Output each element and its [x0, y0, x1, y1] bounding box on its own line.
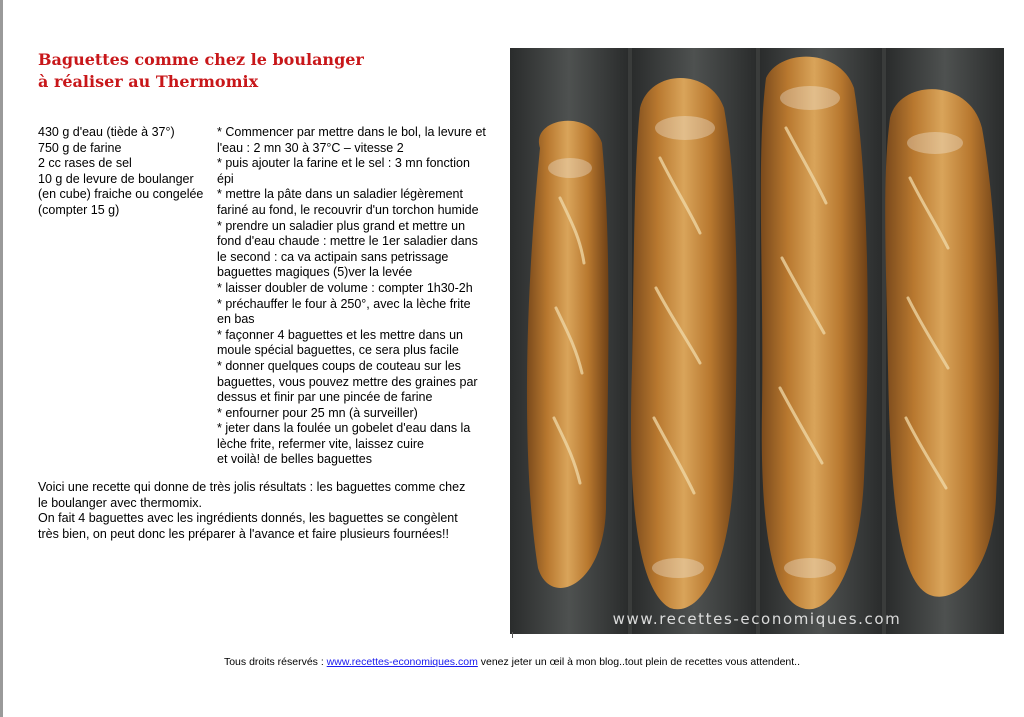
recipe-title — [38, 49, 364, 93]
step-line: baguettes magiques (5)ver la levée — [217, 265, 413, 280]
baguette-3 — [761, 57, 868, 610]
ingredient-line: 10 g de levure de boulanger — [38, 171, 194, 186]
photo-watermark: www.recettes-economiques.com — [612, 610, 902, 628]
footer-suffix: venez jeter un œil à mon blog..tout plein de recettes vous attendent.. — [477, 656, 801, 668]
step-line: fond d'eau chaude : mettre le 1er saladier dans — [217, 234, 478, 249]
step-line: l'eau : 2 mn 30 à 37°C – vitesse 2 — [217, 140, 404, 155]
step-line: dessus et finir par une pincée de farine — [217, 390, 433, 405]
ingredient-line: (compter 15 g) — [38, 202, 120, 217]
intro-line: On fait 4 baguettes avec les ingrédients donnés, les baguettes se congèlent — [38, 511, 458, 526]
step-line: * mettre la pâte dans un saladier légèrement — [217, 187, 463, 202]
step-line: * prendre un saladier plus grand et mettre un — [217, 218, 466, 233]
step-line: épi — [217, 171, 234, 186]
ingredient-line: (en cube) fraiche ou congelée — [38, 187, 204, 202]
step-line: moule spécial baguettes, ce sera plus facile — [217, 343, 459, 358]
page-left-edge — [0, 0, 3, 717]
step-line: * façonner 4 baguettes et les mettre dans un — [217, 327, 463, 342]
baguette-1 — [527, 121, 609, 588]
step-line: * préchauffer le four à 250°, avec la lèche frite — [217, 296, 471, 311]
baguette-4 — [885, 89, 999, 597]
recipe-intro — [38, 480, 508, 542]
recipe-title-line-1: Baguettes comme chez le boulanger — [38, 50, 364, 69]
step-line: et voilà! de belles baguettes — [217, 452, 372, 467]
step-line: le second : ca va actipain sans petrissage — [217, 249, 449, 264]
baguettes-photo — [510, 48, 1004, 634]
step-line: lèche frite, refermer vite, laissez cuire — [217, 436, 425, 451]
step-line: * jeter dans la foulée un gobelet d'eau dans la — [217, 421, 471, 436]
ingredient-line: 750 g de farine — [38, 140, 122, 155]
baguette-2 — [631, 78, 737, 609]
step-line: en bas — [217, 312, 255, 327]
intro-line: très bien, on peut donc les préparer à l'avance et faire plusieurs fournées!! — [38, 526, 449, 541]
ingredient-line: 430 g d'eau (tiède à 37°) — [38, 125, 175, 139]
step-line: * enfourner pour 25 mn (à surveiller) — [217, 405, 418, 420]
recipe-steps — [217, 125, 509, 468]
step-line: * laisser doubler de volume : compter 1h30-2h — [217, 280, 473, 295]
baguettes-illustration — [510, 48, 1004, 634]
step-line: baguettes, vous pouvez mettre des graines par — [217, 374, 478, 389]
footer-site-link[interactable]: www.recettes-economiques.com — [326, 656, 478, 668]
step-line: * puis ajouter la farine et le sel : 3 mn fonction — [217, 156, 470, 171]
intro-line: Voici une recette qui donne de très jolis résultats : les baguettes comme chez — [38, 480, 466, 494]
footer — [0, 655, 1024, 669]
recipe-title-line-2: à réaliser au Thermomix — [38, 72, 259, 91]
step-line: fariné au fond, le recouvrir d'un torchon humide — [217, 202, 479, 217]
step-line: * Commencer par mettre dans le bol, la levure et — [217, 125, 486, 139]
ingredients-list — [38, 125, 216, 219]
photo-baseline-tick — [512, 632, 513, 638]
step-line: * donner quelques coups de couteau sur les — [217, 358, 461, 373]
intro-line: le boulanger avec thermomix. — [38, 495, 202, 510]
footer-prefix: Tous droits réservés : — [223, 656, 327, 668]
ingredient-line: 2 cc rases de sel — [38, 156, 132, 171]
